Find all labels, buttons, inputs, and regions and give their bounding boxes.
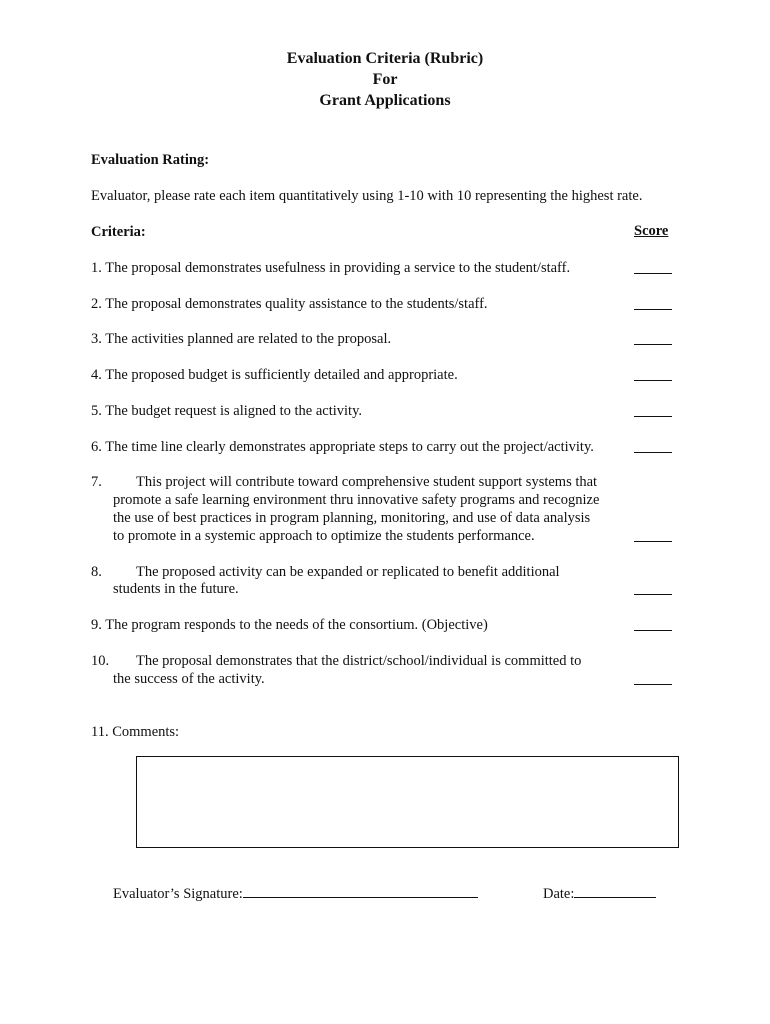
comments-label: 11. Comments:: [91, 724, 180, 740]
evaluation-rating-heading: Evaluation Rating:: [91, 152, 210, 168]
criteria-heading: Criteria:: [91, 224, 146, 240]
criterion-6: 6. The time line clearly demonstrates appropriate steps to carry out the project/activity.: [91, 439, 594, 455]
score-field-6[interactable]: [634, 452, 672, 453]
criterion-8-line-2: students in the future.: [113, 581, 239, 597]
instructions-text: Evaluator, please rate each item quantitatively using 1-10 with 10 representing the highest rate.: [91, 188, 643, 204]
score-field-1[interactable]: [634, 273, 672, 274]
document-title-line-3: Grant Applications: [319, 92, 451, 109]
date-row: [543, 883, 656, 903]
criterion-7-line-4: to promote in a systemic approach to optimize the students performance.: [113, 528, 535, 544]
document-title-line-1: Evaluation Criteria (Rubric): [286, 50, 484, 67]
score-field-8[interactable]: [634, 594, 672, 595]
comments-box[interactable]: [136, 756, 679, 848]
signature-label: Evaluator’s Signature:: [113, 886, 243, 902]
score-field-5[interactable]: [634, 416, 672, 417]
date-label: Date:: [543, 886, 575, 902]
criterion-7-line-2: promote a safe learning environment thru innovative safety programs and recognize: [113, 492, 600, 508]
criterion-9: 9. The program responds to the needs of the consortium. (Objective): [91, 617, 488, 633]
criterion-10-line-1: The proposal demonstrates that the district/school/individual is committed to: [136, 653, 582, 669]
criterion-4: 4. The proposed budget is sufficiently detailed and appropriate.: [91, 367, 458, 383]
score-field-2[interactable]: [634, 309, 672, 310]
criterion-1: 1. The proposal demonstrates usefulness in providing a service to the student/staff.: [91, 260, 571, 276]
score-field-10[interactable]: [634, 684, 672, 685]
score-heading: Score: [634, 223, 669, 239]
criterion-7-line-3: the use of best practices in program planning, monitoring, and use of data analysis: [113, 510, 591, 526]
criterion-3: 3. The activities planned are related to the proposal.: [91, 331, 392, 347]
signature-row: [113, 883, 478, 903]
criterion-10-line-2: the success of the activity.: [113, 671, 265, 687]
signature-line[interactable]: [243, 883, 478, 898]
criterion-8-number: 8.: [91, 564, 102, 580]
criterion-5: 5. The budget request is aligned to the activity.: [91, 403, 363, 419]
criterion-7-line-1: This project will contribute toward comprehensive student support systems that: [136, 474, 598, 490]
date-line[interactable]: [574, 883, 656, 898]
score-field-9[interactable]: [634, 630, 672, 631]
score-field-3[interactable]: [634, 344, 672, 345]
score-field-4[interactable]: [634, 380, 672, 381]
criterion-7-number: 7.: [91, 474, 102, 490]
criterion-2: 2. The proposal demonstrates quality assistance to the students/staff.: [91, 296, 488, 312]
criterion-10-number: 10.: [91, 653, 110, 669]
score-field-7[interactable]: [634, 541, 672, 542]
criterion-8-line-1: The proposed activity can be expanded or replicated to benefit additional: [136, 564, 560, 580]
document-title-line-2: For: [372, 71, 398, 88]
